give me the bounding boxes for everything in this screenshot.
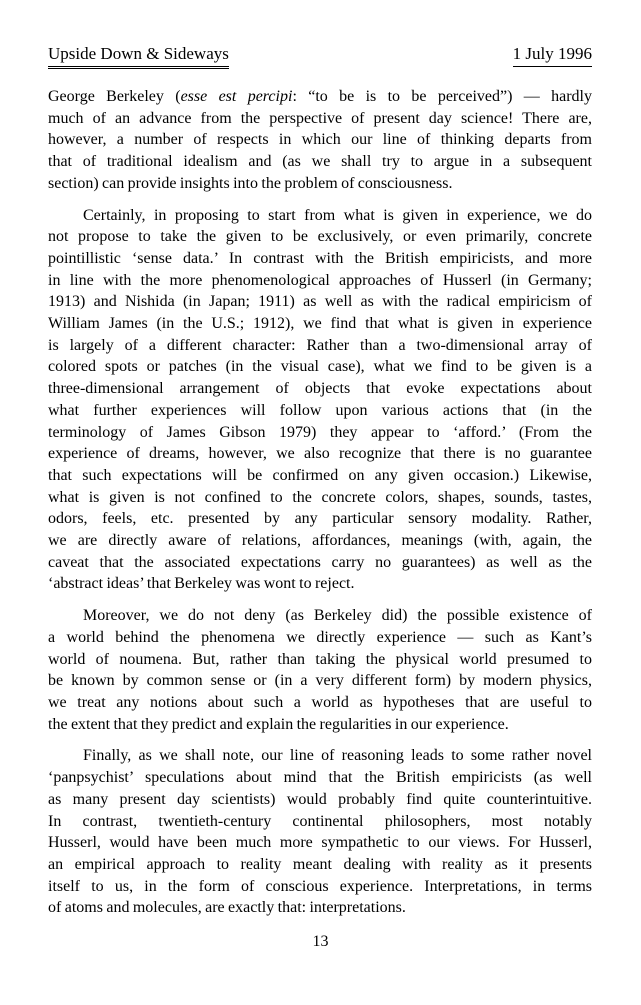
- text-line: itself to us, in the form of conscious experience. Interpretations, in terms: [48, 877, 592, 895]
- text-line: 1913) and Nishida (in Japan; 1911) as well as with the radical empiricism of: [48, 293, 592, 311]
- text-line: we are directly aware of relations, affordances, meanings (with, again, the: [48, 532, 592, 550]
- text-line: ‘abstract ideas’ that Berkeley was wont to reject.: [48, 575, 355, 593]
- text-line: terminology of James Gibson 1979) they appear to ‘afford.’ (From the: [48, 423, 592, 441]
- text-line: be known by common sense or (in a very different form) by modern physics,: [48, 672, 592, 690]
- text-line: Certainly, in proposing to start from what is given in experience, we do: [83, 206, 592, 224]
- text-line: section) can provide insights into the problem of consciousness.: [48, 174, 453, 192]
- paragraph: [48, 86, 592, 195]
- text-line: we treat any notions about such a world as hypotheses that are useful to: [48, 693, 592, 711]
- text-line: a world behind the phenomena we directly experience — such as Kant’s: [48, 628, 592, 646]
- text-line: Husserl, would have been much more sympathetic to our views. For Husserl,: [48, 834, 592, 852]
- text-line: what further experiences will follow upon various actions that (in the: [48, 401, 592, 419]
- text-line: that such expectations will be confirmed on any given occasion.) Likewise,: [48, 466, 592, 484]
- text-line: what is given is not confined to the concrete colors, shapes, sounds, tastes,: [48, 488, 592, 506]
- paragraph: [48, 205, 592, 596]
- header-title: Upside Down & Sideways: [48, 44, 229, 67]
- text-line: pointillistic ‘sense data.’ In contrast with the British empiricists, and more: [48, 249, 592, 267]
- text-line: much of an advance from the perspective of present day science! There are,: [48, 109, 592, 127]
- text-line: George Berkeley (esse est percipi: “to be is to be perceived”) — hardly: [48, 88, 592, 105]
- text-line: colored spots or patches (in the visual case), what we find to be given is a: [48, 358, 592, 376]
- text-line: caveat that the associated expectations carry no guarantees) as well as the: [48, 553, 592, 571]
- text-line: ‘panpsychist’ speculations about mind that the British empiricists (as well: [48, 769, 592, 787]
- text-line: experience of dreams, however, we also recognize that there is no guarantee: [48, 445, 592, 463]
- paragraph: [48, 745, 592, 919]
- text-line: world of noumena. But, rather than taking the physical world presumed to: [48, 650, 592, 668]
- text-line: that of traditional idealism and (as we shall try to argue in a subsequent: [48, 153, 592, 171]
- running-header: [48, 44, 592, 67]
- text-line: odors, feels, etc. presented by any particular sensory modality. Rather,: [48, 510, 592, 528]
- page-number: 13: [312, 933, 329, 950]
- page-footer: [0, 933, 641, 951]
- header-date: 1 July 1996: [513, 44, 592, 67]
- text-line: an empirical approach to reality meant dealing with reality as it presents: [48, 855, 592, 873]
- text-line: is largely of a different character: Rather than a two-dimensional array of: [48, 336, 592, 354]
- paragraph: [48, 605, 592, 735]
- text-line: the extent that they predict and explain the regularities in our experience.: [48, 715, 509, 733]
- text-line: in line with the more phenomenological approaches of Husserl (in Germany;: [48, 271, 592, 289]
- text-line: of atoms and molecules, are exactly that: interpretations.: [48, 899, 406, 917]
- text-line: as many present day scientists) would probably find quite counterintuitive.: [48, 790, 592, 808]
- text-line: Finally, as we shall note, our line of reasoning leads to some rather novel: [83, 747, 592, 765]
- text-line: not propose to take the given to be exclusively, or even primarily, concrete: [48, 228, 592, 246]
- text-line: Moreover, we do not deny (as Berkeley did) the possible existence of: [83, 607, 592, 625]
- text-line: In contrast, twentieth-century continental philosophers, most notably: [48, 812, 592, 830]
- document-body: [48, 86, 592, 919]
- text-line: William James (in the U.S.; 1912), we find that what is given in experience: [48, 315, 592, 333]
- text-line: however, a number of respects in which our line of thinking departs from: [48, 131, 592, 149]
- text-line: three-dimensional arrangement of objects that evoke expectations about: [48, 380, 592, 398]
